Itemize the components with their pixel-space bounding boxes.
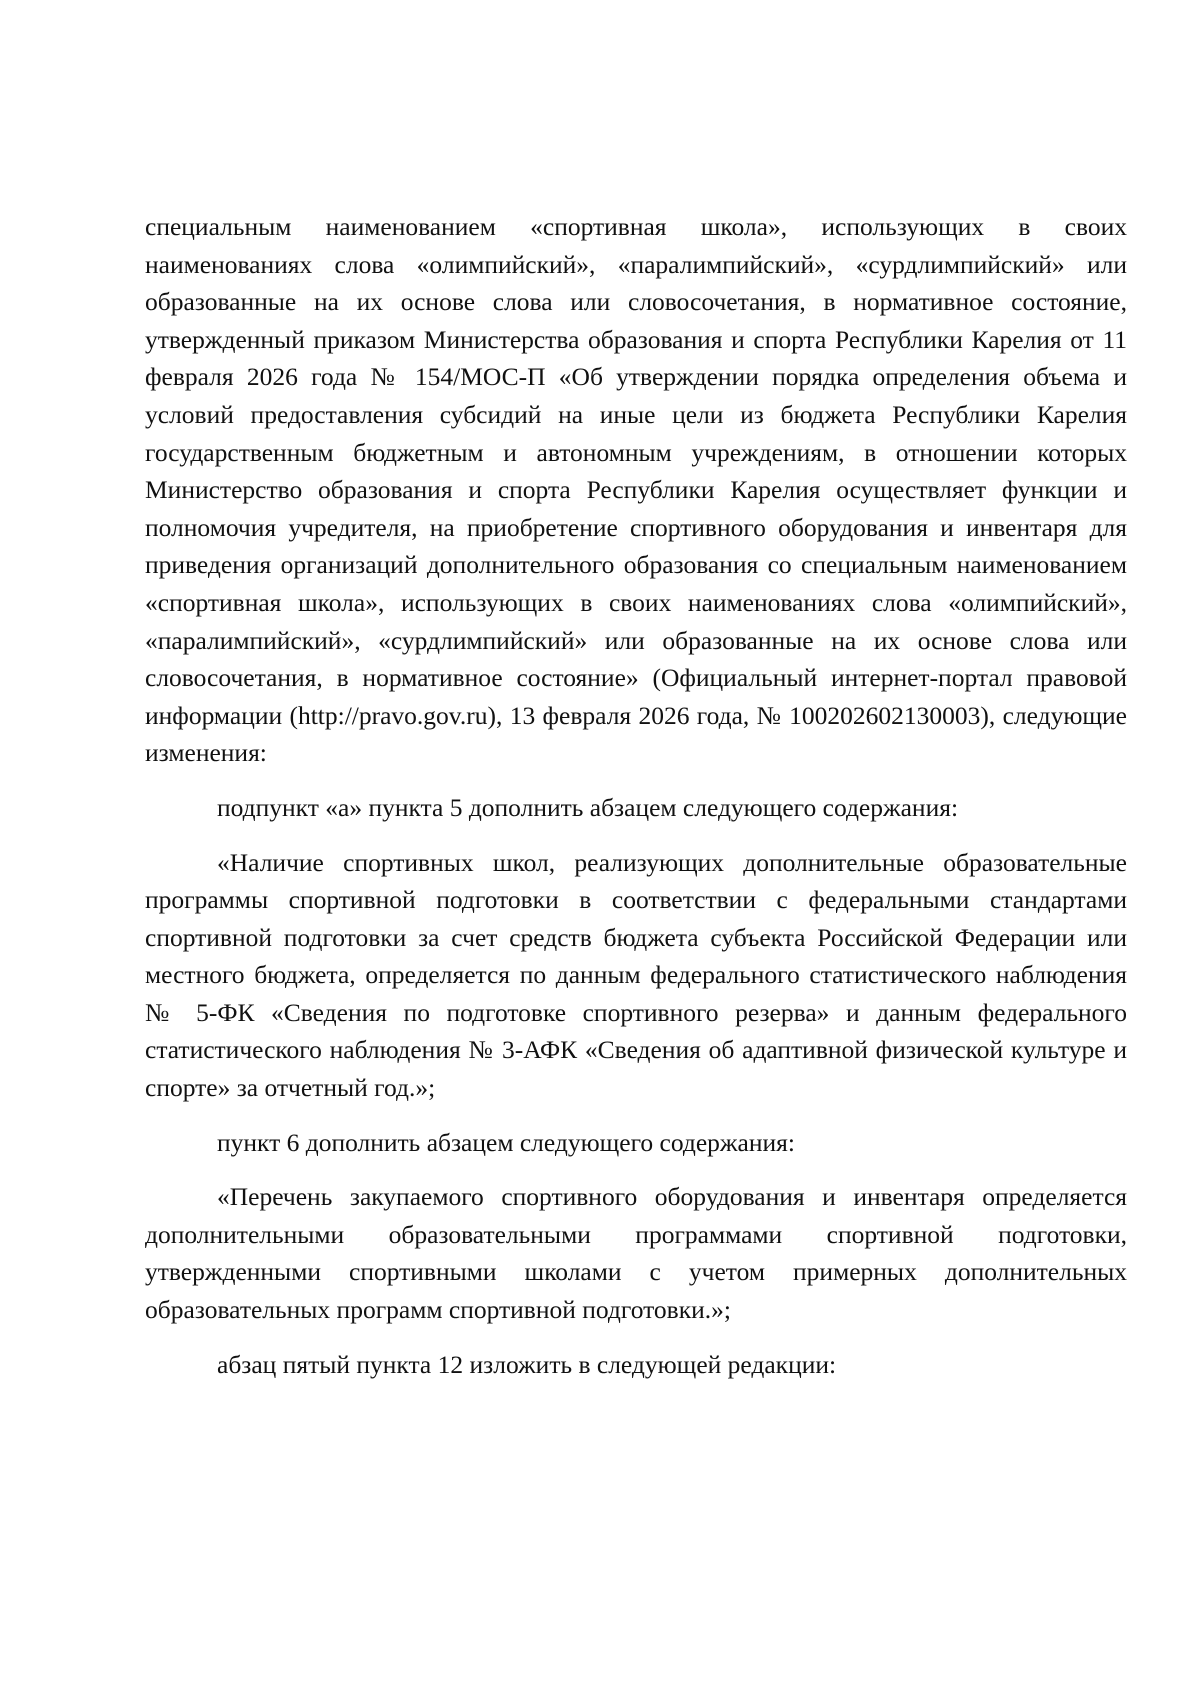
document-body bbox=[145, 208, 1127, 1383]
paragraph-equipment-list-quote: «Перечень закупаемого спортивного оборудования и инвентаря определяется дополнительными образовательными программами спортивной подготовки, утвержденными спортивными школами с учетом примерных дополнительных образовательных программ спортивной подготовки.»; bbox=[145, 1182, 1127, 1325]
paragraph-point-12: абзац пятый пункта 12 изложить в следующей редакции: bbox=[217, 1349, 837, 1379]
paragraph-point-6: пункт 6 дополнить абзацем следующего содержания: bbox=[217, 1127, 795, 1157]
paragraph-amendment-intro: специальным наименованием «спортивная школа», использующих в своих наименованиях слова «олимпийский», «паралимпийский», «сурдлимпийский» или образованные на их основе слова или словосочетания, в нормативное состояние, утвержденный приказом Министерства образования и спорта Республики Карелия от 11 февраля 2026 года № 154/МОС-П «Об утверждении порядка определения объема и условий предоставления субсидий на иные цели из бюджета Республики Карелия государственным бюджетным и автономным учреждениям, в отношении которых Министерство образования и спорта Республики Карелия осуществляет функции и полномочия учредителя, на приобретение спортивного оборудования и инвентаря для приведения организаций дополнительного образования со специальным наименованием «спортивная школа», использующих в своих наименованиях слова «олимпийский», «паралимпийский», «сурдлимпийский» или образованные на их основе слова или словосочетания, в нормативное состояние» (Официальный интернет-портал правовой информации (http://pravo.gov.ru), 13 февраля 2026 года, № 100202602130003), следующие изменения: bbox=[145, 212, 1127, 768]
paragraph-sports-schools-quote: «Наличие спортивных школ, реализующих дополнительные образовательные программы спортивной подготовки в соответствии с федеральными стандартами спортивной подготовки за счет средств бюджета субъекта Российской Федерации или местного бюджета, определяется по данным федерального статистического наблюдения № 5-ФК «Сведения по подготовке спортивного резерва» и данным федерального статистического наблюдения № 3-АФК «Сведения об адаптивной физической культуре и спорте» за отчетный год.»; bbox=[145, 847, 1127, 1103]
paragraph-subpoint-a-point-5: подпункт «а» пункта 5 дополнить абзацем следующего содержания: bbox=[217, 792, 959, 822]
